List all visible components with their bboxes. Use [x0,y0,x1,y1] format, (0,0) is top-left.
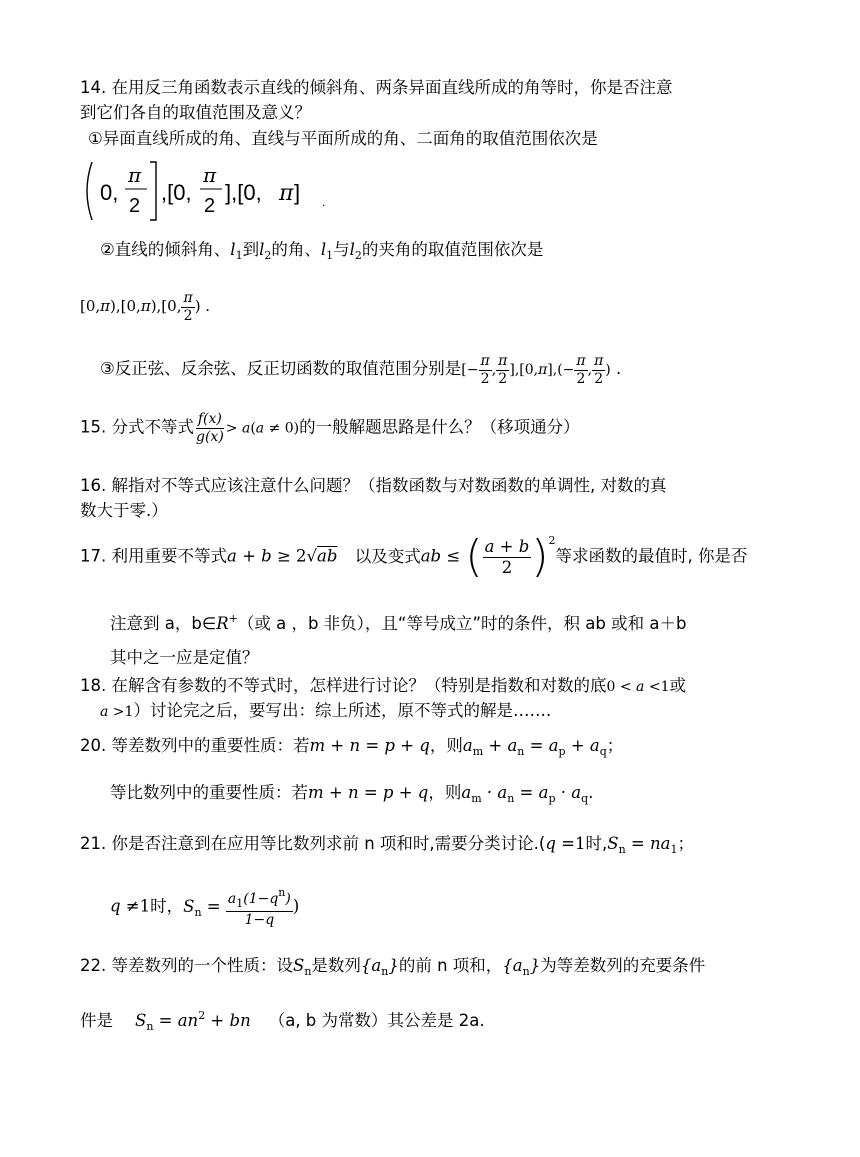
q20-line2: 等比数列中的重要性质：若m + n = p + q，则$a_m \cdot a_n = a_p \cdot a_q$. [110,783,594,805]
svg-text:.: . [322,195,326,209]
svg-text:π: π [279,181,294,206]
q14-point1: ①异面直线所成的角、直线与平面所成的角、二面角的取值范围依次是 [88,129,598,148]
svg-text:,[0,: ,[0, [161,180,192,205]
q17-line1: 17. 利用重要不等式a + b ≥ 2√ab 以及变式ab ≤ ( $\frac{a + b}{2}$ ) 2 等求函数的最值时, 你是否 [80,531,748,582]
svg-text:2: 2 [129,195,141,217]
svg-text:0,: 0, [100,180,119,205]
q22-line2: 件是 $S_n = an^2$ + bn （a, b 为常数）其公差是 2a. [80,1009,485,1033]
q17-line3: 其中之一应是定值？ [110,648,259,667]
q14-point3: ③反正弦、反余弦、反正切函数的取值范围分别是[− $\frac{\pi}{2}$ , $\frac{\pi}{2}$ ],[0,π],(− $\frac{\pi}{2}$ , $\frac{\pi}{2}$ ) . [100,353,622,387]
q18-line1: 18. 在解含有参数的不等式时，怎样进行讨论？（特别是指数和对数的底0 < a <1或 [80,676,686,695]
q21-line1: 21. 你是否注意到在应用等比数列求前 n 项和时,需要分类讨论.(q =1时$,S_n = na_1$； [80,834,694,856]
q14-line2: 到它们各自的取值范围及意义？ [80,103,311,122]
svg-text:],[0,: ],[0, [225,180,262,205]
svg-text:π: π [203,163,217,187]
q21-line2: q ≠1时，$S_n$ = $\frac{a_1(1-q^n)}{1-q}$ ) [110,886,300,928]
q14-line1: 14. 在用反三角函数表示直线的倾斜角、两条异面直线所成的角等时，你是否注意 [80,78,673,97]
q20-line1: 20. 等差数列中的重要性质：若m + n = p + q，则$a_m + a_n = a_p + a_q$； [80,736,624,758]
q14-point2: ②直线的倾斜角、$l_1$到$l_2$的角、$l_1$与$l_2$的夹角的取值范围依次是 [100,240,544,262]
svg-text:2: 2 [204,195,216,217]
svg-text:π: π [128,163,142,187]
q15: 15. 分式不等式 $\frac{f(x)}{g(x)}$ > a(a ≠ 0)的一般解题思路是什么？（移项通分） [80,411,580,445]
svg-text:]: ] [294,180,301,205]
q16-line1: 16. 解指对不等式应该注意什么问题？（指数函数与对数函数的单调性, 对数的真 [80,476,667,495]
q14-range-formula-2: [0,π),[0,π),[0, $\frac{\pi}{2}$ ) . [80,290,211,324]
q14-range-formula-1 [78,158,338,224]
q16-line2: 数大于零.） [80,501,168,520]
q22-line1: 22. 等差数列的一个性质：设$S_n$是数列$\{a_n\}$的前 n 项和，$\{a_n\}$为等差数列的充要条件 [80,956,706,978]
q17-line2: 注意到 a，b∈R+（或 a ，b 非负），且“等号成立”时的条件，积 ab 或和 a＋b [110,612,687,633]
q18-line2: a >1）讨论完之后，要写出：综上所述，原不等式的解是……. [100,701,552,720]
